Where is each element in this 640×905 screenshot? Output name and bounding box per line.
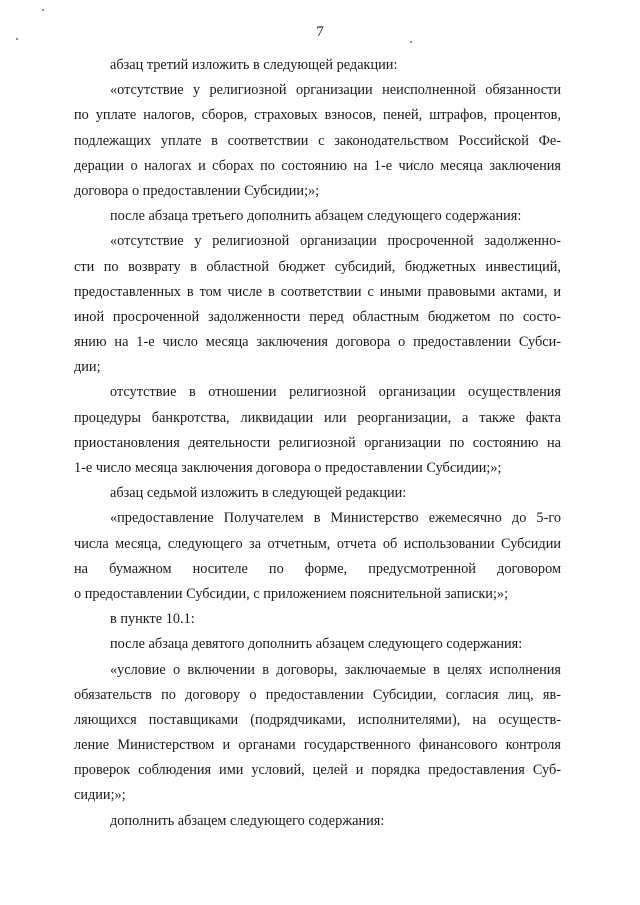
paragraph xyxy=(74,481,561,506)
paragraph-line: абзац седьмой изложить в следующей редакции: xyxy=(110,485,407,502)
paragraph xyxy=(74,78,561,204)
paragraph-line: по уплате налогов, сборов, страховых взносов, пеней, штрафов, процентов, xyxy=(74,107,561,124)
paragraph xyxy=(74,204,561,229)
paragraph-line: в пункте 10.1: xyxy=(110,611,195,628)
page-number: 7 xyxy=(316,24,324,40)
paragraph-line: ляющихся поставщиками (подрядчиками, исполнителями), на осуществ- xyxy=(74,711,561,728)
paragraph-line: подлежащих уплате в соответствии с законодательством Российской Фе- xyxy=(74,132,561,149)
paragraph-line: числа месяца, следующего за отчетным, отчета об использовании Субсидии xyxy=(74,535,561,552)
paragraph-line: янию на 1-е число месяца заключения договора о предоставлении Субси- xyxy=(74,334,561,351)
paragraph-line: предоставленных в том числе в соответствии с иными правовыми актами, и xyxy=(74,283,561,300)
paragraph-line: дии; xyxy=(74,359,101,376)
paragraph-line: приостановления деятельности религиозной организации по состоянию на xyxy=(74,434,561,451)
paragraph-line: дополнить абзацем следующего содержания: xyxy=(110,812,385,829)
paragraph xyxy=(74,607,561,632)
paragraph-line: «отсутствие у религиозной организации просроченной задолженно- xyxy=(110,233,561,250)
paragraph-line: «отсутствие у религиозной организации неисполненной обязанности xyxy=(110,82,561,99)
paragraph-line: на бумажном носителе по форме, предусмотренной договором xyxy=(74,560,561,577)
paragraph-line: о предоставлении Субсидии, с приложением пояснительной записки;»; xyxy=(74,585,509,602)
paragraph-line: иной просроченной задолженности перед областным бюджетом по состо- xyxy=(74,308,561,325)
paragraph-line: 1-е число месяца заключения договора о предоставлении Субсидии;»; xyxy=(74,460,502,476)
paragraph-line: «условие о включении в договоры, заключаемые в целях исполнения xyxy=(110,661,561,678)
paragraph xyxy=(74,53,561,78)
paragraph-line: проверок соблюдения ими условий, целей и порядка предоставления Суб- xyxy=(74,762,561,779)
scan-speck xyxy=(42,9,44,11)
paragraph xyxy=(74,809,561,834)
document-body xyxy=(74,53,561,834)
paragraph xyxy=(74,380,561,481)
scan-speck xyxy=(410,41,412,43)
paragraph-line: сидии;»; xyxy=(74,787,126,804)
paragraph-line: договора о предоставлении Субсидии;»; xyxy=(74,182,320,199)
paragraph xyxy=(74,506,561,607)
paragraph-line: отсутствие в отношении религиозной организации осуществления xyxy=(110,384,561,401)
paragraph-line: после абзаца девятого дополнить абзацем следующего содержания: xyxy=(110,636,523,653)
paragraph-line: «предоставление Получателем в Министерство ежемесячно до 5-го xyxy=(110,510,561,527)
paragraph-line: сти по возврату в областной бюджет субсидий, бюджетных инвестиций, xyxy=(74,258,561,275)
paragraph-line: абзац третий изложить в следующей редакции: xyxy=(110,57,398,73)
paragraph-line: обязательств по договору о предоставлении Субсидии, согласия лиц, яв- xyxy=(74,686,561,703)
paragraph xyxy=(74,229,561,380)
paragraph-line: после абзаца третьего дополнить абзацем следующего содержания: xyxy=(110,208,522,225)
paragraph-line: дерации о налогах и сборах по состоянию на 1-е число месяца заключения xyxy=(74,157,561,174)
paragraph xyxy=(74,658,561,809)
paragraph-line: процедуры банкротства, ликвидации или реорганизации, а также факта xyxy=(74,409,561,426)
paragraph xyxy=(74,632,561,657)
paragraph-line: ление Министерством и органами государственного финансового контроля xyxy=(74,737,561,754)
